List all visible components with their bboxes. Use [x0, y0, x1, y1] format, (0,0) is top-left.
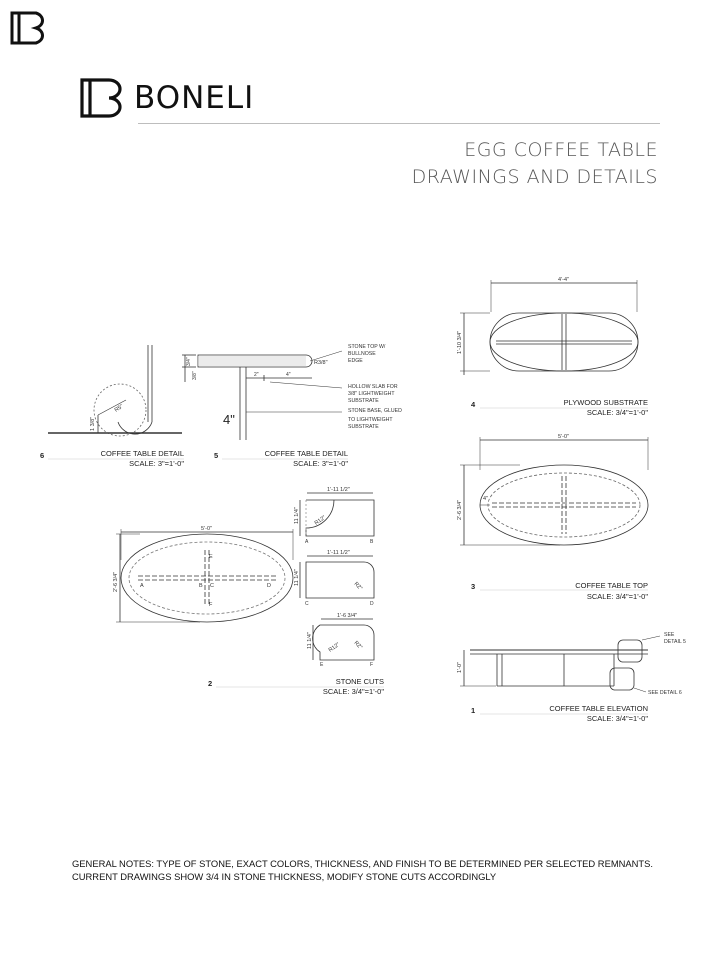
note-hollow-3: SUBSTRATE — [348, 398, 379, 404]
notes-line-1: GENERAL NOTES: TYPE OF STONE, EXACT COLORS, THICKNESS, AND FINISH TO BE DETERMINED PER SELECTED REMNANTS. — [72, 858, 654, 869]
note-hollow-1: HOLLOW SLAB FOR — [348, 384, 398, 390]
cut-cd-label-c: C — [305, 601, 309, 607]
page-title-line1: EGG COFFEE TABLE — [464, 139, 658, 161]
see-detail-5-a: SEE — [664, 632, 675, 638]
cuts-width-dim: 5'-0" — [201, 526, 212, 532]
detail-1-title: COFFEE TABLE ELEVATION — [549, 704, 648, 713]
cut-ab-width: 1'-11 1/2" — [327, 487, 350, 493]
cut-ef-radius-1: R12" — [327, 641, 342, 654]
cut-cd-label-d: D — [370, 601, 374, 607]
detail-1-scale: SCALE: 3/4"=1'-0" — [586, 714, 648, 723]
note-base-1: STONE BASE, GLUED — [348, 408, 402, 414]
general-notes — [72, 857, 653, 883]
detail-5-edge-radius: R3/8" — [314, 360, 328, 366]
cut-ab-label-b: B — [370, 539, 374, 545]
detail-6-height-dim: 1 3/8" — [90, 416, 96, 431]
cut-ab-label-a: A — [305, 539, 309, 545]
elev-height-dim: 1'-0" — [457, 662, 463, 673]
detail-5-height-a: 3/4" — [186, 357, 192, 366]
cut-ef-width: 1'-6 3/4" — [337, 613, 358, 619]
see-detail-6: SEE DETAIL 6 — [648, 690, 682, 696]
detail-5-drawing — [182, 344, 402, 440]
detail-6-scale: SCALE: 3"=1'-0" — [129, 459, 184, 468]
note-stone-top-3: EDGE — [348, 358, 363, 364]
note-stone-top-1: STONE TOP W/ — [348, 344, 386, 350]
detail-3-scale: SCALE: 3/4"=1'-0" — [586, 592, 648, 601]
cut-ab-radius: R12" — [313, 514, 328, 527]
detail-6-title: COFFEE TABLE DETAIL — [100, 449, 184, 458]
detail-3-number: 3 — [471, 582, 476, 591]
cut-label-d: D — [267, 583, 271, 589]
cut-ef-label-f: F — [370, 662, 374, 668]
detail-4-drawing — [457, 277, 638, 375]
detail-4-title: PLYWOOD SUBSTRATE — [563, 398, 648, 407]
detail-6-number: 6 — [40, 451, 45, 460]
cut-label-c: C — [210, 583, 214, 589]
plywood-width-dim: 4'-4" — [558, 277, 569, 283]
detail-3-drawing — [457, 434, 648, 545]
cut-cd-radius: R2" — [352, 581, 364, 592]
detail-6-drawing — [48, 345, 182, 436]
top-height-dim: 2'-6 3/4" — [457, 499, 463, 520]
note-base-2: TO LIGHTWEIGHT — [348, 417, 393, 423]
cut-ef-radius-2: R2" — [352, 640, 364, 651]
note-hollow-2: 3/8" LIGHTWEIGHT — [348, 391, 395, 397]
cut-label-f: F — [209, 602, 213, 608]
top-edge-dim: 4" — [483, 496, 489, 502]
detail-4-scale: SCALE: 3/4"=1'-0" — [586, 408, 648, 417]
detail-5-height-b: 3/8" — [192, 371, 198, 380]
cuts-height-dim: 2'-6 3/4" — [113, 571, 119, 592]
see-detail-5-b: DETAIL 5 — [664, 639, 686, 645]
cut-label-e: E — [209, 554, 213, 560]
detail-3-title: COFFEE TABLE TOP — [575, 581, 648, 590]
cut-ef-height: 11 1/4" — [307, 632, 313, 649]
cut-ef-label-e: E — [320, 662, 324, 668]
detail-2-scale: SCALE: 3/4"=1'-0" — [322, 687, 384, 696]
brand-name: BONELI — [134, 80, 255, 116]
page-title-line2: DRAWINGS AND DETAILS — [411, 166, 658, 188]
detail-5-big-dim: 4" — [223, 412, 235, 427]
note-stone-top-2: BULLNOSE — [348, 351, 376, 357]
detail-5-scale: SCALE: 3"=1'-0" — [293, 459, 348, 468]
plywood-height-dim: 1'-10 3/4" — [457, 330, 463, 354]
notes-line-2: CURRENT DRAWINGS SHOW 3/4 IN STONE THICKNESS, MODIFY STONE CUTS ACCORDINGLY — [72, 871, 497, 882]
detail-2-drawing — [113, 487, 374, 668]
detail-2-number: 2 — [208, 679, 213, 688]
detail-4-number: 4 — [471, 400, 476, 409]
detail-5-4in-dim: 4" — [286, 372, 291, 378]
detail-5-number: 5 — [214, 451, 219, 460]
cut-label-a: A — [140, 583, 144, 589]
cut-cd-height: 11 1/4" — [294, 569, 300, 586]
detail-2-title: STONE CUTS — [335, 677, 384, 686]
cut-ab-height: 11 1/4" — [294, 507, 300, 524]
detail-5-2in-dim: 2" — [254, 372, 259, 378]
cut-cd-width: 1'-11 1/2" — [327, 550, 350, 556]
detail-1-drawing — [457, 632, 686, 696]
detail-5-title: COFFEE TABLE DETAIL — [264, 449, 348, 458]
cut-label-b: B — [199, 583, 203, 589]
detail-1-number: 1 — [471, 706, 476, 715]
detail-6-radius-dim: R5" — [113, 403, 125, 414]
note-base-3: SUBSTRATE — [348, 424, 379, 430]
top-width-dim: 5'-0" — [558, 434, 569, 440]
